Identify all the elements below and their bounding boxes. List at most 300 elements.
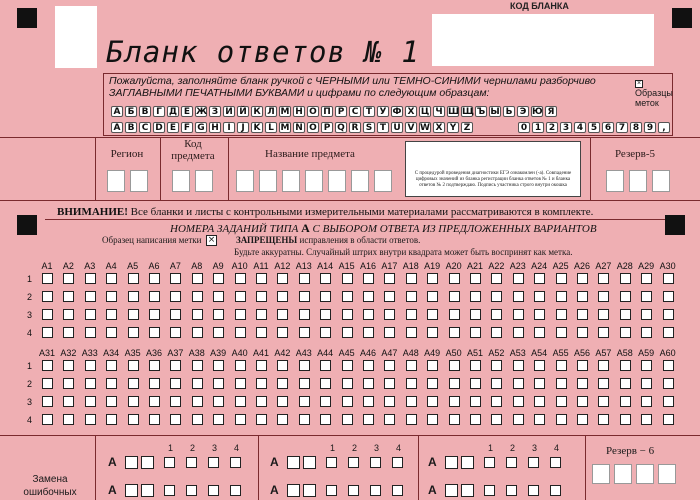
answer-checkbox[interactable]	[299, 327, 310, 338]
answer-checkbox[interactable]	[192, 396, 203, 407]
answer-checkbox[interactable]	[277, 360, 288, 371]
answer-checkbox[interactable]	[235, 360, 246, 371]
answer-checkbox[interactable]	[42, 360, 53, 371]
subject-name-cell[interactable]	[282, 170, 300, 192]
answer-checkbox[interactable]	[620, 396, 631, 407]
answer-checkbox[interactable]	[235, 378, 246, 389]
subject-name-cell[interactable]	[351, 170, 369, 192]
subject-code-cell[interactable]	[195, 170, 213, 192]
answer-checkbox[interactable]	[663, 291, 674, 302]
replace-task-cell[interactable]	[125, 456, 138, 469]
subject-name-cell[interactable]	[259, 170, 277, 192]
answer-checkbox[interactable]	[620, 309, 631, 320]
subject-name-cell[interactable]	[305, 170, 323, 192]
answer-checkbox[interactable]	[235, 309, 246, 320]
answer-checkbox[interactable]	[641, 396, 652, 407]
answer-checkbox[interactable]	[663, 360, 674, 371]
answer-checkbox[interactable]	[620, 414, 631, 425]
replace-answer-checkbox[interactable]	[506, 457, 517, 468]
replace-answer-checkbox[interactable]	[164, 485, 175, 496]
answer-checkbox[interactable]	[406, 309, 417, 320]
answer-checkbox[interactable]	[641, 273, 652, 284]
answer-checkbox[interactable]	[363, 396, 374, 407]
answer-checkbox[interactable]	[192, 378, 203, 389]
answer-checkbox[interactable]	[63, 396, 74, 407]
answer-checkbox[interactable]	[363, 414, 374, 425]
answer-checkbox[interactable]	[577, 273, 588, 284]
answer-checkbox[interactable]	[299, 378, 310, 389]
answer-checkbox[interactable]	[556, 360, 567, 371]
answer-checkbox[interactable]	[235, 273, 246, 284]
answer-checkbox[interactable]	[63, 327, 74, 338]
replace-answer-checkbox[interactable]	[370, 485, 381, 496]
answer-checkbox[interactable]	[149, 360, 160, 371]
replace-task-cell[interactable]	[461, 484, 474, 497]
replace-answer-checkbox[interactable]	[528, 457, 539, 468]
subject-name-cell[interactable]	[328, 170, 346, 192]
answer-checkbox[interactable]	[598, 396, 609, 407]
replace-answer-checkbox[interactable]	[506, 485, 517, 496]
answer-checkbox[interactable]	[663, 273, 674, 284]
answer-checkbox[interactable]	[641, 378, 652, 389]
answer-checkbox[interactable]	[128, 309, 139, 320]
reserve6-cell[interactable]	[658, 464, 676, 484]
answer-checkbox[interactable]	[449, 327, 460, 338]
answer-checkbox[interactable]	[213, 327, 224, 338]
answer-checkbox[interactable]	[192, 360, 203, 371]
answer-checkbox[interactable]	[406, 378, 417, 389]
replace-task-cell[interactable]	[141, 456, 154, 469]
answer-checkbox[interactable]	[256, 327, 267, 338]
answer-checkbox[interactable]	[470, 327, 481, 338]
column-header: A54	[531, 348, 548, 358]
answer-checkbox[interactable]	[85, 414, 96, 425]
answer-checkbox[interactable]	[406, 360, 417, 371]
answer-checkbox[interactable]	[449, 309, 460, 320]
answer-checkbox[interactable]	[320, 291, 331, 302]
answer-checkbox[interactable]	[149, 378, 160, 389]
answer-checkbox[interactable]	[363, 273, 374, 284]
answer-checkbox[interactable]	[299, 396, 310, 407]
answer-checkbox[interactable]	[85, 273, 96, 284]
answer-checkbox[interactable]	[128, 378, 139, 389]
answer-checkbox[interactable]	[449, 273, 460, 284]
answer-checkbox[interactable]	[128, 327, 139, 338]
answer-checkbox[interactable]	[577, 291, 588, 302]
replace-task-cell[interactable]	[287, 456, 300, 469]
answer-checkbox[interactable]	[256, 396, 267, 407]
answer-checkbox[interactable]	[620, 291, 631, 302]
answer-checkbox[interactable]	[620, 360, 631, 371]
answer-checkbox[interactable]	[213, 273, 224, 284]
replace-answer-checkbox[interactable]	[186, 457, 197, 468]
answer-checkbox[interactable]	[277, 291, 288, 302]
answer-checkbox[interactable]	[85, 327, 96, 338]
replace-answer-checkbox[interactable]	[164, 457, 175, 468]
answer-checkbox[interactable]	[235, 291, 246, 302]
answer-checkbox[interactable]	[277, 396, 288, 407]
answer-checkbox[interactable]	[534, 309, 545, 320]
replace-answer-checkbox[interactable]	[392, 485, 403, 496]
replace-task-cell[interactable]	[445, 456, 458, 469]
replace-task-cell[interactable]	[287, 484, 300, 497]
answer-checkbox[interactable]	[192, 291, 203, 302]
answer-checkbox[interactable]	[85, 396, 96, 407]
answer-checkbox[interactable]	[106, 378, 117, 389]
answer-checkbox[interactable]	[534, 414, 545, 425]
answer-checkbox[interactable]	[470, 396, 481, 407]
answer-checkbox[interactable]	[192, 309, 203, 320]
answer-checkbox[interactable]	[384, 360, 395, 371]
answer-checkbox[interactable]	[534, 273, 545, 284]
answer-checkbox[interactable]	[427, 414, 438, 425]
answer-checkbox[interactable]	[470, 378, 481, 389]
answer-checkbox[interactable]	[170, 273, 181, 284]
answer-checkbox[interactable]	[363, 360, 374, 371]
answer-checkbox[interactable]	[663, 327, 674, 338]
answer-checkbox[interactable]	[213, 309, 224, 320]
answer-checkbox[interactable]	[641, 414, 652, 425]
region-cell[interactable]	[107, 170, 125, 192]
answer-checkbox[interactable]	[491, 291, 502, 302]
answer-checkbox[interactable]	[620, 273, 631, 284]
answer-checkbox[interactable]	[342, 309, 353, 320]
answer-checkbox[interactable]	[342, 378, 353, 389]
replace-answer-checkbox[interactable]	[348, 485, 359, 496]
replace-task-cell[interactable]	[303, 456, 316, 469]
answer-checkbox[interactable]	[513, 273, 524, 284]
answer-checkbox[interactable]	[556, 309, 567, 320]
answer-checkbox[interactable]	[449, 396, 460, 407]
answer-checkbox[interactable]	[641, 291, 652, 302]
answer-checkbox[interactable]	[170, 309, 181, 320]
answer-checkbox[interactable]	[491, 378, 502, 389]
answer-checkbox[interactable]	[577, 378, 588, 389]
answer-checkbox[interactable]	[320, 378, 331, 389]
answer-checkbox[interactable]	[170, 414, 181, 425]
answer-checkbox[interactable]	[63, 360, 74, 371]
answer-checkbox[interactable]	[149, 291, 160, 302]
answer-checkbox[interactable]	[663, 309, 674, 320]
answer-checkbox[interactable]	[449, 360, 460, 371]
replace-answer-checkbox[interactable]	[230, 457, 241, 468]
answer-checkbox[interactable]	[277, 309, 288, 320]
reserve5-cell[interactable]	[629, 170, 647, 192]
answer-checkbox[interactable]	[406, 327, 417, 338]
answer-checkbox[interactable]	[598, 327, 609, 338]
answer-checkbox[interactable]	[192, 414, 203, 425]
answer-checkbox[interactable]	[470, 273, 481, 284]
answer-checkbox[interactable]	[384, 309, 395, 320]
answer-checkbox[interactable]	[534, 396, 545, 407]
answer-checkbox[interactable]	[213, 291, 224, 302]
answer-checkbox[interactable]	[491, 327, 502, 338]
replace-task-cell[interactable]	[461, 456, 474, 469]
answer-checkbox[interactable]	[470, 309, 481, 320]
answer-checkbox[interactable]	[342, 327, 353, 338]
answer-checkbox[interactable]	[63, 414, 74, 425]
answer-checkbox[interactable]	[556, 414, 567, 425]
answer-checkbox[interactable]	[577, 414, 588, 425]
answer-checkbox[interactable]	[277, 414, 288, 425]
answer-checkbox[interactable]	[556, 273, 567, 284]
reserve5-cell[interactable]	[606, 170, 624, 192]
answer-checkbox[interactable]	[320, 309, 331, 320]
replace-answer-checkbox[interactable]	[550, 485, 561, 496]
replace-task-cell[interactable]	[303, 484, 316, 497]
answer-checkbox[interactable]	[342, 291, 353, 302]
answer-checkbox[interactable]	[384, 414, 395, 425]
answer-checkbox[interactable]	[598, 360, 609, 371]
answer-checkbox[interactable]	[363, 378, 374, 389]
answer-checkbox[interactable]	[63, 291, 74, 302]
answer-checkbox[interactable]	[534, 360, 545, 371]
answer-checkbox[interactable]	[85, 291, 96, 302]
answer-checkbox[interactable]	[663, 396, 674, 407]
replace-answer-checkbox[interactable]	[326, 457, 337, 468]
answer-checkbox[interactable]	[213, 396, 224, 407]
answer-checkbox[interactable]	[384, 273, 395, 284]
answer-checkbox[interactable]	[192, 327, 203, 338]
answer-checkbox[interactable]	[491, 414, 502, 425]
answer-checkbox[interactable]	[534, 378, 545, 389]
answer-checkbox[interactable]	[427, 327, 438, 338]
answer-checkbox[interactable]	[598, 414, 609, 425]
answer-checkbox[interactable]	[342, 273, 353, 284]
answer-checkbox[interactable]	[170, 360, 181, 371]
answer-checkbox[interactable]	[149, 414, 160, 425]
answer-checkbox[interactable]	[641, 309, 652, 320]
answer-checkbox[interactable]	[663, 378, 674, 389]
answer-checkbox[interactable]	[106, 309, 117, 320]
answer-checkbox[interactable]	[63, 273, 74, 284]
answer-checkbox[interactable]	[641, 327, 652, 338]
answer-checkbox[interactable]	[85, 360, 96, 371]
answer-checkbox[interactable]	[256, 414, 267, 425]
answer-checkbox[interactable]	[170, 378, 181, 389]
answer-checkbox[interactable]	[577, 396, 588, 407]
answer-checkbox[interactable]	[235, 414, 246, 425]
replace-answer-checkbox[interactable]	[326, 485, 337, 496]
answer-checkbox[interactable]	[577, 327, 588, 338]
replace-task-cell[interactable]	[141, 484, 154, 497]
answer-checkbox[interactable]	[598, 291, 609, 302]
code-box[interactable]	[432, 14, 654, 66]
reserve6-cell[interactable]	[592, 464, 610, 484]
answer-checkbox[interactable]	[342, 414, 353, 425]
digit-samples	[518, 117, 672, 135]
answer-checkbox[interactable]	[534, 291, 545, 302]
answer-checkbox[interactable]	[128, 414, 139, 425]
reserve6-cell[interactable]	[614, 464, 632, 484]
answer-checkbox[interactable]	[149, 396, 160, 407]
answer-checkbox[interactable]	[384, 396, 395, 407]
answer-checkbox[interactable]	[513, 360, 524, 371]
row-label: 2	[27, 379, 33, 389]
answer-checkbox[interactable]	[620, 327, 631, 338]
answer-checkbox[interactable]	[598, 273, 609, 284]
answer-checkbox[interactable]	[85, 378, 96, 389]
answer-checkbox[interactable]	[256, 309, 267, 320]
answer-checkbox[interactable]	[42, 378, 53, 389]
replace-answer-checkbox[interactable]	[484, 457, 495, 468]
answer-checkbox[interactable]	[320, 273, 331, 284]
answer-checkbox[interactable]	[128, 291, 139, 302]
answer-checkbox[interactable]	[320, 414, 331, 425]
answer-checkbox[interactable]	[149, 327, 160, 338]
answer-checkbox[interactable]	[641, 360, 652, 371]
answer-checkbox[interactable]	[620, 378, 631, 389]
answer-checkbox[interactable]	[470, 360, 481, 371]
answer-checkbox[interactable]	[235, 327, 246, 338]
answer-checkbox[interactable]	[384, 291, 395, 302]
answer-checkbox[interactable]	[128, 273, 139, 284]
answer-checkbox[interactable]	[534, 327, 545, 338]
answer-checkbox[interactable]	[320, 396, 331, 407]
answer-checkbox[interactable]	[106, 291, 117, 302]
answer-checkbox[interactable]	[513, 291, 524, 302]
answer-checkbox[interactable]	[427, 291, 438, 302]
answer-checkbox[interactable]	[598, 309, 609, 320]
answer-checkbox[interactable]	[128, 396, 139, 407]
answer-checkbox[interactable]	[470, 291, 481, 302]
answer-checkbox[interactable]	[406, 396, 417, 407]
answer-checkbox[interactable]	[299, 360, 310, 371]
replace-answer-checkbox[interactable]	[348, 457, 359, 468]
replace-answer-checkbox[interactable]	[550, 457, 561, 468]
answer-checkbox[interactable]	[577, 360, 588, 371]
answer-checkbox[interactable]	[449, 291, 460, 302]
answer-checkbox[interactable]	[277, 378, 288, 389]
answer-checkbox[interactable]	[277, 273, 288, 284]
answer-checkbox[interactable]	[256, 291, 267, 302]
answer-checkbox[interactable]	[556, 396, 567, 407]
reserve5-label: Резерв-5	[614, 148, 656, 160]
answer-checkbox[interactable]	[299, 414, 310, 425]
answer-checkbox[interactable]	[213, 378, 224, 389]
answer-checkbox[interactable]	[491, 360, 502, 371]
answer-checkbox[interactable]	[363, 291, 374, 302]
region-cell[interactable]	[130, 170, 148, 192]
answer-checkbox[interactable]	[384, 378, 395, 389]
answer-checkbox[interactable]	[513, 309, 524, 320]
replace-answer-checkbox[interactable]	[186, 485, 197, 496]
subject-code-cell[interactable]	[172, 170, 190, 192]
answer-checkbox[interactable]	[256, 378, 267, 389]
answer-checkbox[interactable]	[42, 327, 53, 338]
answer-checkbox[interactable]	[106, 414, 117, 425]
answer-checkbox[interactable]	[577, 309, 588, 320]
replace-answer-checkbox[interactable]	[208, 457, 219, 468]
replace-task-cell[interactable]	[125, 484, 138, 497]
answer-checkbox[interactable]	[363, 327, 374, 338]
answer-checkbox[interactable]	[149, 309, 160, 320]
subject-name-cell[interactable]	[236, 170, 254, 192]
answer-checkbox[interactable]	[470, 414, 481, 425]
answer-checkbox[interactable]	[170, 327, 181, 338]
replace-answer-checkbox[interactable]	[208, 485, 219, 496]
answer-checkbox[interactable]	[513, 414, 524, 425]
answer-checkbox[interactable]	[106, 396, 117, 407]
answer-checkbox[interactable]	[42, 414, 53, 425]
answer-checkbox[interactable]	[149, 273, 160, 284]
answer-checkbox[interactable]	[406, 414, 417, 425]
replace-answer-checkbox[interactable]	[528, 485, 539, 496]
answer-checkbox[interactable]	[513, 327, 524, 338]
barcode-area	[55, 6, 97, 68]
answer-checkbox[interactable]	[213, 414, 224, 425]
answer-checkbox[interactable]	[299, 273, 310, 284]
replace-answer-checkbox[interactable]	[484, 485, 495, 496]
answer-checkbox[interactable]	[449, 378, 460, 389]
answer-checkbox[interactable]	[363, 309, 374, 320]
answer-checkbox[interactable]	[427, 360, 438, 371]
answer-checkbox[interactable]	[299, 309, 310, 320]
answer-checkbox[interactable]	[170, 291, 181, 302]
answer-checkbox[interactable]	[235, 396, 246, 407]
answer-checkbox[interactable]	[213, 360, 224, 371]
answer-checkbox[interactable]	[256, 273, 267, 284]
answer-checkbox[interactable]	[663, 414, 674, 425]
reserve6-cell[interactable]	[636, 464, 654, 484]
answer-checkbox[interactable]	[42, 291, 53, 302]
answer-checkbox[interactable]	[513, 378, 524, 389]
answer-checkbox[interactable]	[427, 309, 438, 320]
subject-name-cell[interactable]	[374, 170, 392, 192]
answer-checkbox[interactable]	[342, 360, 353, 371]
replace-answer-checkbox[interactable]	[370, 457, 381, 468]
answer-checkbox[interactable]	[427, 396, 438, 407]
replace-answer-checkbox[interactable]	[230, 485, 241, 496]
answer-checkbox[interactable]	[128, 360, 139, 371]
answer-checkbox[interactable]	[42, 273, 53, 284]
replace-task-cell[interactable]	[445, 484, 458, 497]
answer-checkbox[interactable]	[106, 360, 117, 371]
answer-checkbox[interactable]	[63, 309, 74, 320]
answer-checkbox[interactable]	[449, 414, 460, 425]
answer-checkbox[interactable]	[63, 378, 74, 389]
answer-checkbox[interactable]	[320, 327, 331, 338]
answer-checkbox[interactable]	[427, 273, 438, 284]
answer-checkbox[interactable]	[556, 327, 567, 338]
answer-checkbox[interactable]	[320, 360, 331, 371]
answer-checkbox[interactable]	[491, 273, 502, 284]
reserve5-cell[interactable]	[652, 170, 670, 192]
answer-checkbox[interactable]	[513, 396, 524, 407]
answer-checkbox[interactable]	[598, 378, 609, 389]
answer-checkbox[interactable]	[299, 291, 310, 302]
answer-checkbox[interactable]	[106, 273, 117, 284]
answer-checkbox[interactable]	[85, 309, 96, 320]
answer-checkbox[interactable]	[277, 327, 288, 338]
answer-checkbox[interactable]	[406, 291, 417, 302]
answer-checkbox[interactable]	[556, 291, 567, 302]
answer-checkbox[interactable]	[491, 396, 502, 407]
answer-checkbox[interactable]	[256, 360, 267, 371]
answer-checkbox[interactable]	[556, 378, 567, 389]
answer-checkbox[interactable]	[42, 309, 53, 320]
replace-answer-checkbox[interactable]	[392, 457, 403, 468]
answer-checkbox[interactable]	[406, 273, 417, 284]
answer-checkbox[interactable]	[342, 396, 353, 407]
answer-checkbox[interactable]	[427, 378, 438, 389]
answer-checkbox[interactable]	[491, 309, 502, 320]
answer-checkbox[interactable]	[384, 327, 395, 338]
answer-checkbox[interactable]	[170, 396, 181, 407]
answer-checkbox[interactable]	[192, 273, 203, 284]
answer-checkbox[interactable]	[106, 327, 117, 338]
answer-checkbox[interactable]	[42, 396, 53, 407]
